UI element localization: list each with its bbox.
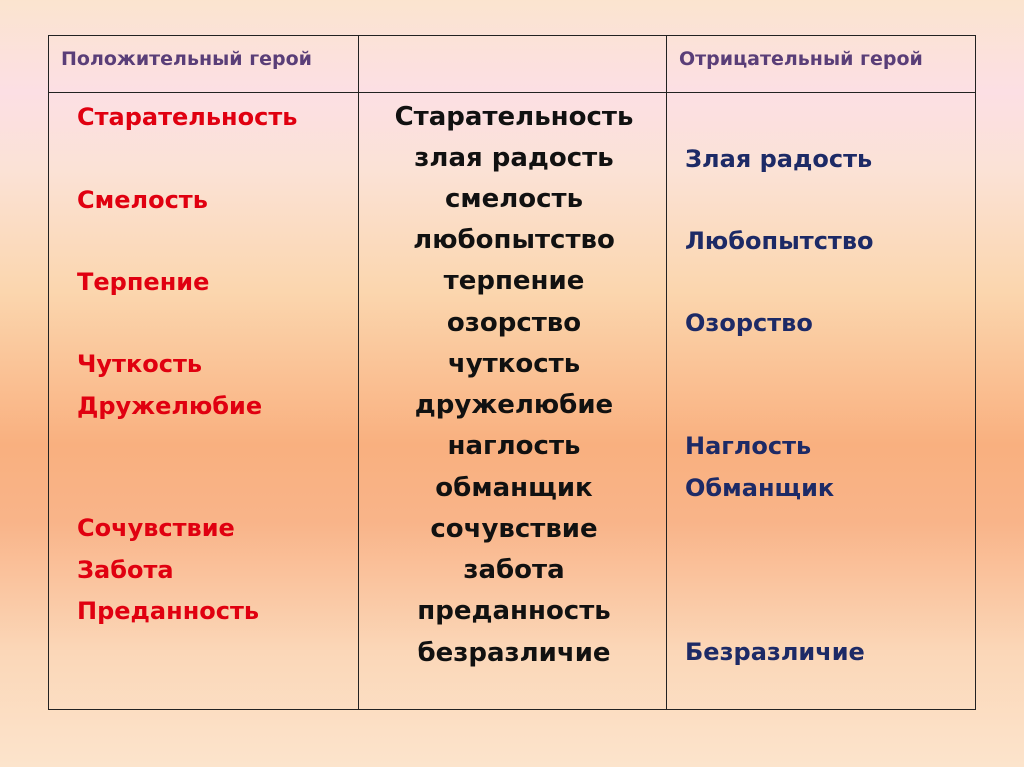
header-positive-hero: Положительный герой — [61, 48, 312, 70]
positive-trait: Сочувствие — [77, 514, 235, 542]
negative-trait: Наглость — [685, 432, 812, 460]
negative-trait: Озорство — [685, 309, 813, 337]
mixed-trait: обманщик — [435, 473, 593, 503]
mixed-trait: смелость — [444, 184, 584, 214]
positive-trait: Старательность — [77, 103, 298, 131]
positive-trait: Дружелюбие — [77, 392, 263, 420]
positive-trait: Смелость — [77, 186, 208, 214]
mixed-trait: чуткость — [447, 349, 581, 379]
mixed-trait: злая радость — [414, 143, 614, 173]
mixed-trait: любопытство — [413, 225, 615, 255]
positive-trait: Терпение — [77, 268, 210, 296]
negative-trait: Безразличие — [685, 638, 865, 666]
mixed-trait: озорство — [446, 308, 582, 338]
mixed-trait: терпение — [443, 266, 585, 296]
positive-trait: Преданность — [77, 597, 260, 625]
negative-trait: Любопытство — [685, 227, 874, 255]
positive-trait: Чуткость — [77, 350, 203, 378]
header-negative-hero: Отрицательный герой — [679, 48, 923, 70]
mixed-trait: дружелюбие — [414, 390, 614, 420]
negative-trait: Обманщик — [685, 474, 835, 502]
mixed-trait: забота — [463, 555, 565, 585]
mixed-trait: преданность — [417, 596, 611, 626]
negative-trait: Злая радость — [685, 145, 873, 173]
positive-trait: Забота — [77, 556, 174, 584]
mixed-trait: наглость — [447, 431, 581, 461]
traits-table — [48, 35, 976, 710]
mixed-trait: сочувствие — [430, 514, 598, 544]
column-divider-2 — [666, 36, 667, 709]
mixed-trait: Старательность — [394, 102, 634, 132]
header-divider — [49, 92, 975, 93]
mixed-trait: безразличие — [417, 638, 611, 668]
column-divider-1 — [358, 36, 359, 709]
